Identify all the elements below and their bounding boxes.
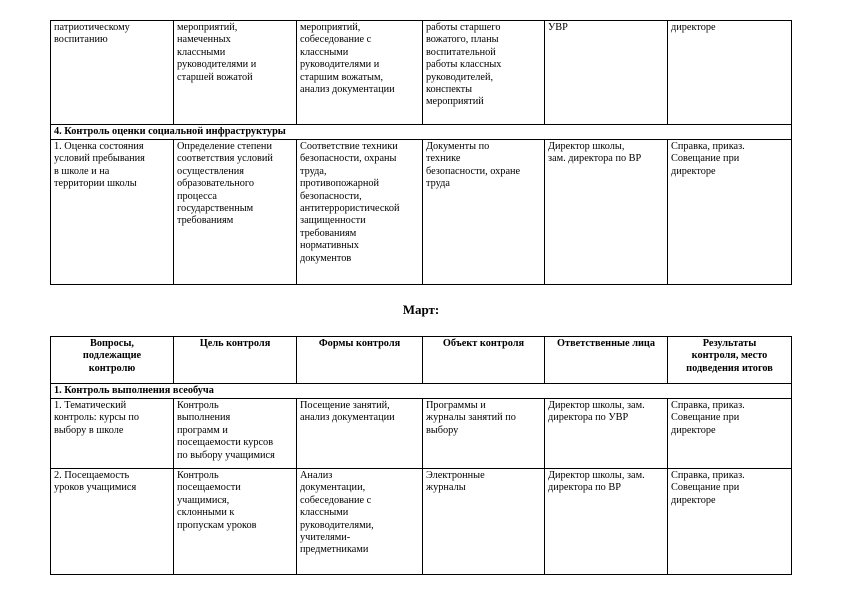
question-cell: патриотическому воспитанию: [51, 21, 174, 125]
table-row: [51, 21, 792, 125]
question-cell: 1. Тематический контроль: курсы по выбору в школе: [51, 399, 174, 469]
object-cell: работы старшего вожатого, планы воспитательной работы классных руководителей, конспекты мероприятий: [423, 21, 545, 125]
month-heading: Март:: [402, 302, 440, 317]
goal-cell: Определение степени соответствия условий осуществления образовательного процесса государственным требованиям: [174, 140, 297, 285]
object-cell: Документы по технике безопасности, охране труда: [423, 140, 545, 285]
header-results: Результаты контроля, место подведения итогов: [668, 337, 792, 384]
table-row: [51, 399, 792, 469]
responsible-cell: Директор школы, зам. директора по УВР: [545, 399, 668, 469]
responsible-cell: Директор школы, зам. директора по ВР: [545, 140, 668, 285]
header-goal: Цель контроля: [174, 337, 297, 384]
march-control-table: [50, 336, 792, 575]
question-cell: 2. Посещаемость уроков учащимися: [51, 469, 174, 575]
form-cell: Соответствие техники безопасности, охраны труда, противопожарной безопасности, антитеррористической защищенности требованиям нормативных документов: [297, 140, 423, 285]
header-questions: Вопросы, подлежащие контролю: [51, 337, 174, 384]
form-cell: мероприятий, собеседование с классными руководителями и старшим вожатым, анализ документации: [297, 21, 423, 125]
result-cell: директоре: [668, 21, 792, 125]
form-cell: Анализ документации, собеседование с классными руководителями, учителями- предметниками: [297, 469, 423, 575]
object-cell: Электронные журналы: [423, 469, 545, 575]
result-cell: Справка, приказ. Совещание при директоре: [668, 469, 792, 575]
goal-cell: Контроль выполнения программ и посещаемости курсов по выбору учащимися: [174, 399, 297, 469]
header-forms: Формы контроля: [297, 337, 423, 384]
section-row: [51, 125, 792, 140]
header-responsible: Ответственные лица: [545, 337, 668, 384]
form-cell: Посещение занятий, анализ документации: [297, 399, 423, 469]
control-plan-table-continued: [50, 20, 792, 285]
section-row: [51, 384, 792, 399]
goal-cell: мероприятий, намеченных классными руководителями и старшей вожатой: [174, 21, 297, 125]
section-heading: 4. Контроль оценки социальной инфраструктуры: [51, 125, 792, 140]
table-row: [51, 469, 792, 575]
responsible-cell: Директор школы, зам. директора по ВР: [545, 469, 668, 575]
section-heading: 1. Контроль выполнения всеобуча: [51, 384, 792, 399]
header-row: [51, 337, 792, 384]
object-cell: Программы и журналы занятий по выбору: [423, 399, 545, 469]
result-cell: Справка, приказ. Совещание при директоре: [668, 399, 792, 469]
header-object: Объект контроля: [423, 337, 545, 384]
responsible-cell: УВР: [545, 21, 668, 125]
result-cell: Справка, приказ. Совещание при директоре: [668, 140, 792, 285]
table-row: [51, 140, 792, 285]
question-cell: 1. Оценка состояния условий пребывания в школе и на территории школы: [51, 140, 174, 285]
goal-cell: Контроль посещаемости учащимися, склонными к пропускам уроков: [174, 469, 297, 575]
